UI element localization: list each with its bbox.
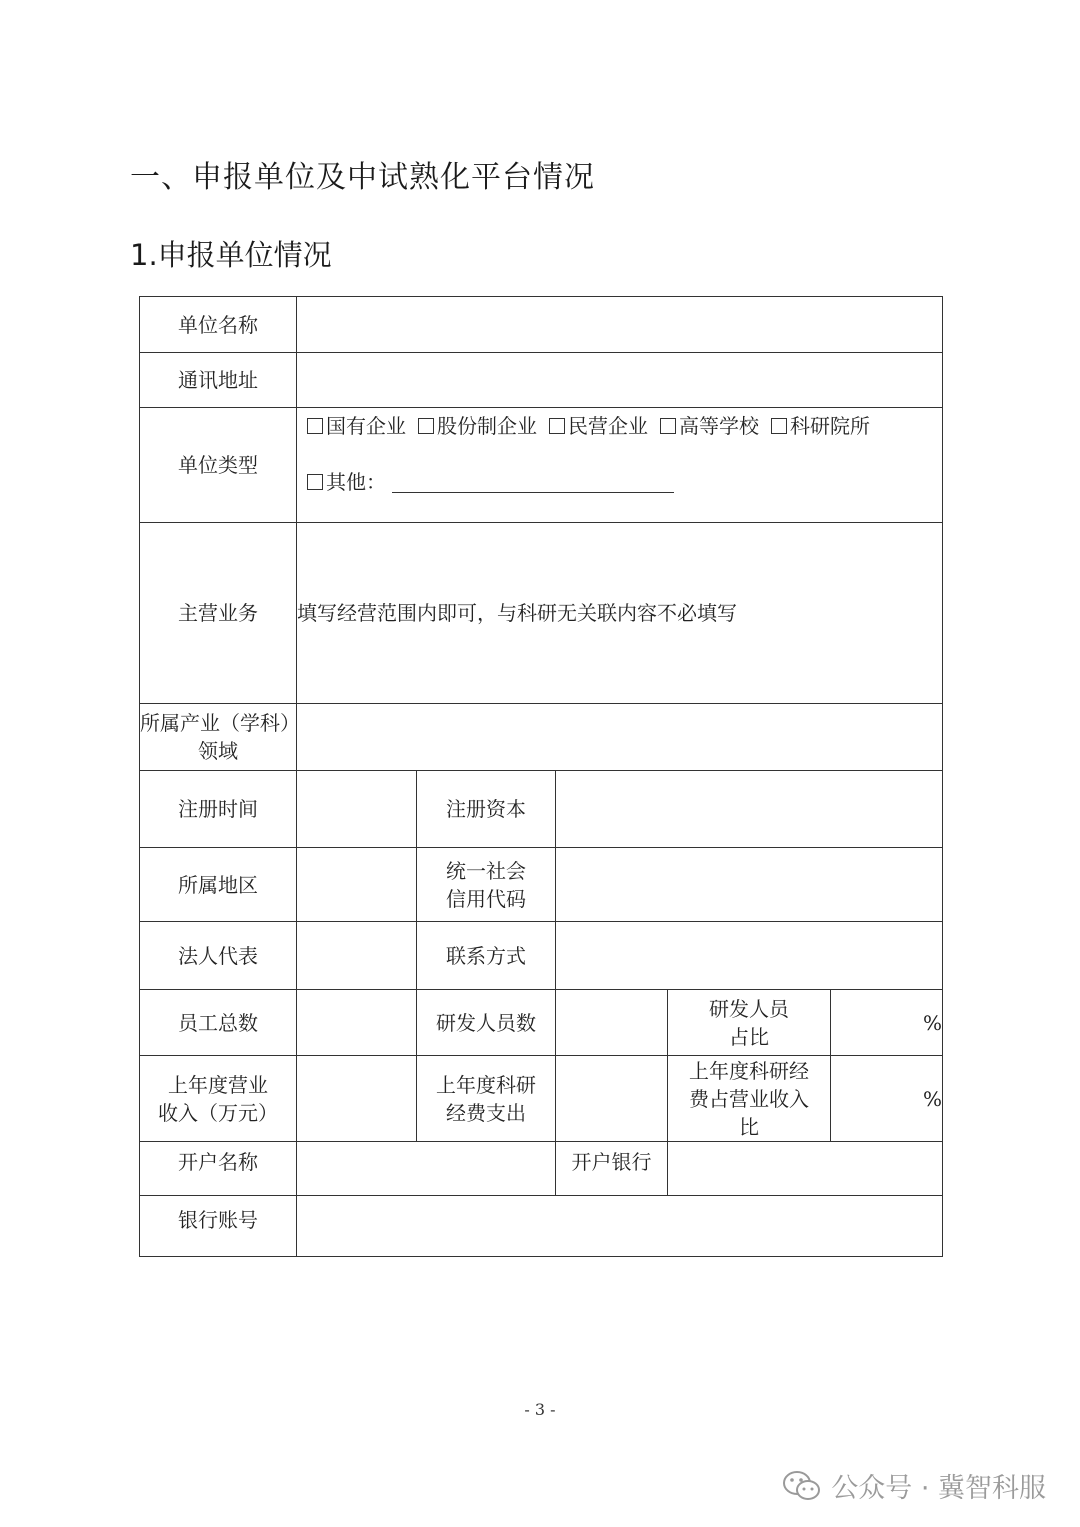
rd-ratio-field[interactable] [831, 990, 943, 1056]
employees-field[interactable] [297, 990, 417, 1056]
rd-ratio-label: 研发人员 占比 [668, 990, 831, 1056]
checkbox-icon[interactable] [771, 418, 787, 434]
checkbox-icon[interactable] [418, 418, 434, 434]
bank-field[interactable] [668, 1142, 943, 1196]
row-region [140, 848, 943, 922]
unit-type-label: 单位类型 [140, 408, 297, 523]
bank-account-field[interactable] [297, 1196, 943, 1257]
unit-type-option-research-institute[interactable]: 科研院所 [771, 414, 870, 438]
credit-code-label: 统一社会 信用代码 [417, 848, 556, 922]
contact-field[interactable] [556, 922, 943, 990]
row-staff [140, 990, 943, 1056]
unit-type-option-state-owned[interactable]: 国有企业 [307, 414, 406, 438]
unit-type-option-other[interactable]: 其他： [307, 470, 386, 494]
rd-expense-field[interactable] [556, 1056, 668, 1142]
unit-name-field[interactable] [297, 297, 943, 353]
bank-label: 开户银行 [556, 1142, 668, 1196]
watermark-text: 公众号 · 冀智科服 [831, 1473, 1046, 1504]
region-field[interactable] [297, 848, 417, 922]
row-address [140, 353, 943, 408]
main-business-field[interactable]: 填写经营范围内即可，与科研无关联内容不必填写 [297, 523, 943, 704]
legal-rep-label: 法人代表 [140, 922, 297, 990]
industry-field[interactable] [297, 704, 943, 771]
employees-label: 员工总数 [140, 990, 297, 1056]
revenue-field[interactable] [297, 1056, 417, 1142]
rd-staff-field[interactable] [556, 990, 668, 1056]
row-revenue [140, 1056, 943, 1142]
bank-account-label: 银行账号 [140, 1196, 297, 1257]
unit-name-label: 单位名称 [140, 297, 297, 353]
region-label: 所属地区 [140, 848, 297, 922]
unit-type-option-university[interactable]: 高等学校 [660, 414, 759, 438]
row-legal-rep [140, 922, 943, 990]
rd-expense-label: 上年度科研 经费支出 [417, 1056, 556, 1142]
address-label: 通讯地址 [140, 353, 297, 408]
row-unit-name [140, 297, 943, 353]
row-industry [140, 704, 943, 771]
main-business-label: 主营业务 [140, 523, 297, 704]
unit-type-field [297, 408, 943, 523]
row-bank-account [140, 1196, 943, 1257]
rd-expense-ratio-field[interactable] [831, 1056, 943, 1142]
other-type-input[interactable] [392, 470, 674, 493]
account-name-field[interactable] [297, 1142, 556, 1196]
wechat-icon [783, 1470, 821, 1502]
page-number: - 3 - [524, 1400, 556, 1419]
industry-label: 所属产业（学科） 领域 [140, 704, 297, 771]
reg-capital-field[interactable] [556, 771, 943, 848]
checkbox-icon[interactable] [660, 418, 676, 434]
subsection-title: 1.申报单位情况 [130, 238, 332, 272]
reg-time-field[interactable] [297, 771, 417, 848]
percent-sign: % [923, 1086, 943, 1111]
reg-time-label: 注册时间 [140, 771, 297, 848]
rd-expense-ratio-label: 上年度科研经 费占营业收入 比 [668, 1056, 831, 1142]
row-main-business [140, 523, 943, 704]
row-unit-type [140, 408, 943, 523]
unit-info-form [139, 296, 943, 1257]
rd-staff-label: 研发人员数 [417, 990, 556, 1056]
unit-type-option-joint-stock[interactable]: 股份制企业 [418, 414, 537, 438]
legal-rep-field[interactable] [297, 922, 417, 990]
watermark [783, 1466, 1046, 1505]
section-title: 一、申报单位及中试熟化平台情况 [130, 160, 595, 195]
account-name-label: 开户名称 [140, 1142, 297, 1196]
checkbox-icon[interactable] [307, 418, 323, 434]
address-field[interactable] [297, 353, 943, 408]
row-account [140, 1142, 943, 1196]
revenue-label: 上年度营业 收入（万元） [140, 1056, 297, 1142]
unit-type-option-private[interactable]: 民营企业 [549, 414, 648, 438]
contact-label: 联系方式 [417, 922, 556, 990]
checkbox-icon[interactable] [307, 474, 323, 490]
reg-capital-label: 注册资本 [417, 771, 556, 848]
credit-code-field[interactable] [556, 848, 943, 922]
percent-sign: % [923, 1010, 943, 1035]
checkbox-icon[interactable] [549, 418, 565, 434]
row-registration [140, 771, 943, 848]
